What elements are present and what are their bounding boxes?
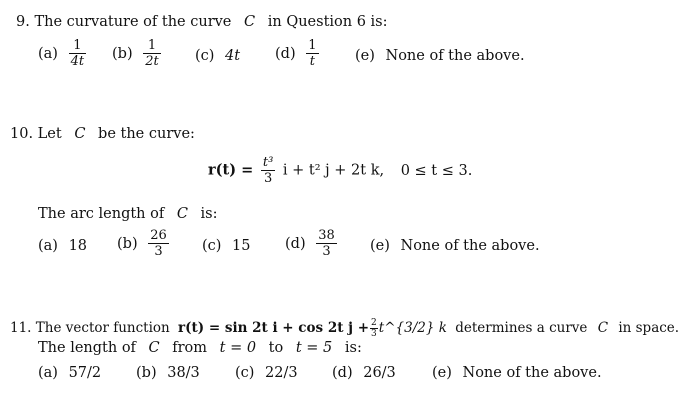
vector-function-tail: t^{3/2} k [378, 320, 447, 336]
option-label: (c) [195, 48, 215, 64]
q9-option-d[interactable] [275, 38, 319, 69]
line2-to: to [268, 340, 284, 356]
equation-domain: 0 ≤ t ≤ 3. [400, 162, 473, 179]
option-value: None of the above. [400, 238, 540, 254]
option-label: (a) [38, 238, 58, 254]
curve-symbol: C [244, 14, 256, 30]
option-label: (b) [117, 235, 138, 252]
question-11-tail: in space. [618, 320, 679, 336]
q11-option-a[interactable] [38, 365, 101, 381]
curve-symbol: C [148, 340, 160, 356]
q9-option-a[interactable] [38, 38, 86, 69]
option-label: (a) [38, 45, 58, 62]
fraction: $\frac{2}{3}$ [371, 318, 377, 339]
option-label: (c) [202, 238, 222, 254]
q10-option-c[interactable] [202, 238, 251, 254]
fraction: $\frac{1}{t}$ [308, 38, 317, 69]
equation-rest: i + t² j + 2t k, [282, 162, 385, 179]
option-value: 38/3 [167, 365, 200, 381]
q10-option-a[interactable] [38, 238, 87, 254]
line2-text: The length of [38, 340, 136, 356]
option-label: (b) [136, 365, 157, 381]
q10-option-e[interactable] [370, 238, 540, 254]
option-label: (e) [432, 365, 452, 381]
option-label: (c) [235, 365, 255, 381]
option-label: (a) [38, 365, 58, 381]
q11-option-d[interactable] [332, 365, 396, 381]
question-11-stem-line2 [38, 340, 362, 356]
option-value: None of the above. [462, 365, 602, 381]
q11-option-c[interactable] [235, 365, 298, 381]
option-label: (e) [355, 48, 375, 64]
option-value: 22/3 [265, 365, 298, 381]
option-value: None of the above. [385, 48, 525, 64]
option-value: 15 [232, 238, 251, 254]
prompt-tail: is: [200, 206, 218, 222]
q10-prompt [38, 206, 218, 222]
option-label: (e) [370, 238, 390, 254]
q10-option-b[interactable] [117, 228, 169, 259]
question-9-number: 9. [16, 14, 30, 30]
line2-t-start: t = 0 [219, 340, 257, 356]
prompt-text: The arc length of [38, 206, 165, 222]
question-11-number: 11. [10, 320, 32, 336]
q9-option-c[interactable] [195, 48, 240, 64]
question-9-stem [16, 14, 388, 30]
fraction: $\frac{1}{2t}$ [145, 38, 159, 69]
q9-option-e[interactable] [355, 48, 525, 64]
fraction: $\frac{\text{t³}}{3}$ [262, 155, 274, 186]
question-10-intro: Let [37, 126, 62, 142]
fraction: $\frac{26}{3}$ [150, 228, 167, 259]
question-9-text: The curvature of the curve [34, 14, 232, 30]
question-10-stem [10, 126, 195, 142]
q10-option-d[interactable] [285, 228, 337, 259]
q11-option-e[interactable] [432, 365, 602, 381]
question-10-intro-tail: be the curve: [98, 126, 195, 142]
question-11-intro: The vector function [35, 320, 170, 336]
question-9-text-tail: in Question 6 is: [267, 14, 388, 30]
question-11-mid: determines a curve [455, 320, 588, 336]
curve-symbol: C [597, 320, 609, 336]
line2-from: from [172, 340, 208, 356]
option-value: 57/2 [68, 365, 102, 381]
option-value: 18 [68, 238, 88, 254]
line2-tail: is: [344, 340, 362, 356]
curve-symbol: C [74, 126, 86, 142]
option-value: 4t [225, 48, 241, 64]
curve-symbol: C [176, 206, 188, 222]
fraction: $\frac{1}{4t}$ [70, 38, 85, 69]
option-label: (d) [332, 365, 353, 381]
vector-function: r(t) = sin 2t i + cos 2t j + [178, 320, 370, 336]
option-value: 26/3 [363, 365, 396, 381]
option-label: (d) [275, 45, 296, 62]
fraction: $\frac{38}{3}$ [318, 228, 335, 259]
line2-t-end: t = 5 [295, 340, 333, 356]
q11-option-b[interactable] [136, 365, 200, 381]
q10-equation [208, 155, 472, 186]
equation-lhs: r(t) = [208, 161, 254, 179]
option-label: (b) [112, 45, 133, 62]
option-label: (d) [285, 235, 306, 252]
q9-option-b[interactable] [112, 38, 161, 69]
question-11-stem-line1 [10, 318, 679, 339]
question-10-number: 10. [10, 126, 34, 142]
